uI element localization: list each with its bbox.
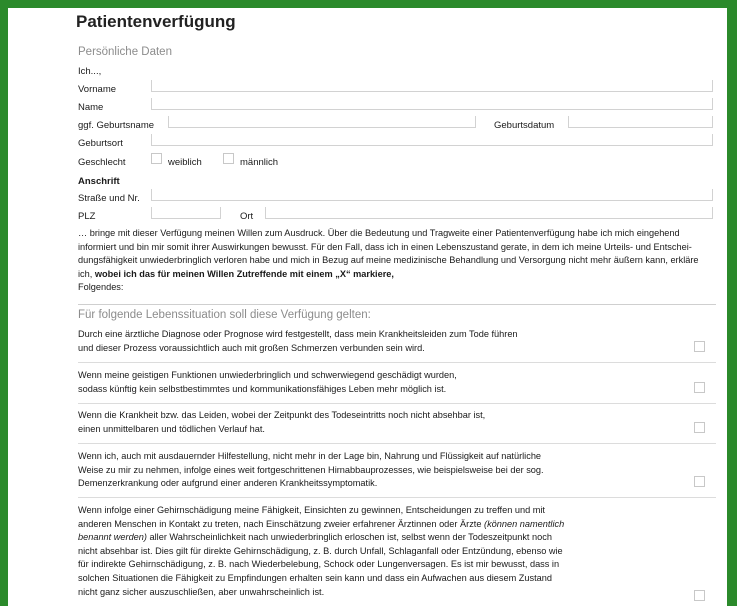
declaration-line-3: dungsfähigkeit unwiederbringlich verloren habe und mich in Bezug auf meine medizinische Behandlung und Versorgung nicht mehr äußern kann, erkläre [78,255,699,266]
section-heading-situations: Für folgende Lebenssituation soll diese Verfügung gelten: [78,309,371,321]
situation-item-2 [78,369,457,396]
situation-item-3 [78,409,485,436]
geburtsname-field[interactable] [168,116,476,128]
geburtsdatum-field[interactable] [568,116,713,128]
situation-5-line-3-italic: benannt werden) [78,532,147,543]
geburtsname-label: ggf. Geburtsname [78,120,155,131]
situation-item-1 [78,328,518,355]
situation-5-line-3-text: aller Wahrscheinlichkeit nach unwiederbringlich erloschen ist, selbst wenn der Todeszeitpunkt noch [146,532,552,543]
situation-1-line-2: und dieser Prozess voraussichtlich auch mit großen Schmerzen verbunden sein wird. [78,342,425,353]
strasse-field[interactable] [151,189,713,201]
section-divider [78,304,716,305]
geschlecht-label: Geschlecht [78,157,126,168]
form-sheet [8,8,727,606]
situation-5-line-1: Wenn infolge einer Gehirnschädigung meine Fähigkeit, Einsichten zu gewinnen, Entscheidungen zu treffen und mit [78,505,545,515]
intro-label: Ich..., [78,66,102,77]
declaration-paragraph [78,227,699,295]
weiblich-checkbox[interactable] [151,153,162,164]
situation-5-line-3 [78,531,564,545]
section-heading-personal: Persönliche Daten [78,46,172,58]
situation-4-line-2: Weise zu mir zu nehmen, infolge eines weit fortgeschrittenen Hirnabbauprozesses, wie beispielsweise bei der sog. [78,464,544,475]
geburtsort-label: Geburtsort [78,138,123,149]
situation-item-4 [78,450,544,491]
ort-field[interactable] [265,207,713,219]
item-separator [78,497,716,498]
situation-5-line-4: nicht absehbar ist. Dies gilt für direkte Gehirnschädigung, z. B. durch Unfall, Schlaganfall oder Entzündung, ebenso wie [78,545,563,556]
page-title: Patientenverfügung [76,12,236,31]
situation-1-checkbox[interactable] [694,341,705,352]
strasse-label: Straße und Nr. [78,193,140,204]
declaration-line-1: … bringe mit dieser Verfügung meinen Willen zum Ausdruck. Über die Bedeutung und Tragweite einer Patientenverfügung habe ich mich eingehend [78,228,680,238]
declaration-line-2: informiert und bin mir somit ihrer Auswirkungen bewusst. Für den Fall, dass ich in einen Lebenszustand gerate, in dem ich meine Urteils- und Entschei- [78,241,692,252]
situation-3-line-2: einen unmittelbaren und tödlichen Verlauf hat. [78,423,265,434]
situation-3-line-1: Wenn die Krankheit bzw. das Leiden, wobei der Zeitpunkt des Todeseintritts noch nicht absehbar ist, [78,410,486,420]
declaration-last-bold: wobei ich das für meinen Willen Zutreffende mit einem „X“ markiere, [94,268,394,279]
maennlich-checkbox[interactable] [223,153,234,164]
situation-5-line-6: solchen Situationen die Fähigkeit zu Empfindungen erhalten sein kann und dass ein Aufwachen aus diesem Zustand [78,572,552,583]
situation-5-line-7: nicht ganz sicher auszuschließen, aber unwahrscheinlich ist. [78,586,325,597]
situation-5-line-2 [78,518,564,532]
declaration-closing: Folgendes: [78,282,124,293]
item-separator [78,403,716,404]
situation-5-line-2-italic: (können namentlich [484,518,565,529]
situation-2-line-2: sodass künftig kein selbstbestimmtes und kommunikationsfähiges Leben mehr möglich ist. [78,383,447,394]
geburtsdatum-label: Geburtsdatum [494,120,555,131]
declaration-last-prefix: ich, [78,268,95,279]
situation-4-line-3: Demenzerkrankung oder aufgrund einer anderen Krankheitssymptomatik. [78,478,378,489]
item-separator [78,362,716,363]
declaration-line-4 [78,268,699,282]
weiblich-label: weiblich [168,157,202,168]
maennlich-label: männlich [240,157,279,168]
name-field[interactable] [151,98,713,110]
situation-3-checkbox[interactable] [694,422,705,433]
item-separator [78,443,716,444]
geburtsort-field[interactable] [151,134,713,146]
plz-field[interactable] [151,207,221,219]
situation-4-line-1: Wenn ich, auch mit ausdauernder Hilfestellung, nicht mehr in der Lage bin, Nahrung und Flüssigkeit auf natürliche [78,451,542,461]
anschrift-heading: Anschrift [78,176,120,187]
situation-4-checkbox[interactable] [694,476,705,487]
name-label: Name [78,102,104,113]
situation-5-line-5: für indirekte Gehirnschädigung, z. B. nach Wiederbelebung, Schock oder Lungenversagen. Es ist mir bewusst, dass in [78,559,560,570]
situation-1-line-1: Durch eine ärztliche Diagnose oder Prognose wird festgestellt, dass mein Krankheitsleiden zum Tode führen [78,329,518,339]
situation-5-line-2-text: anderen Menschen in Kontakt zu treten, nach Einschätzung zweier erfahrener Ärztinnen oder Ärzte [78,518,485,529]
plz-label: PLZ [78,211,96,222]
situation-item-5 [78,504,564,599]
situation-2-line-1: Wenn meine geistigen Funktionen unwiederbringlich und schwerwiegend geschädigt wurden, [78,370,457,380]
vorname-label: Vorname [78,84,117,95]
ort-label: Ort [240,211,254,222]
situation-5-checkbox[interactable] [694,590,705,601]
situation-2-checkbox[interactable] [694,382,705,393]
vorname-field[interactable] [151,80,713,92]
